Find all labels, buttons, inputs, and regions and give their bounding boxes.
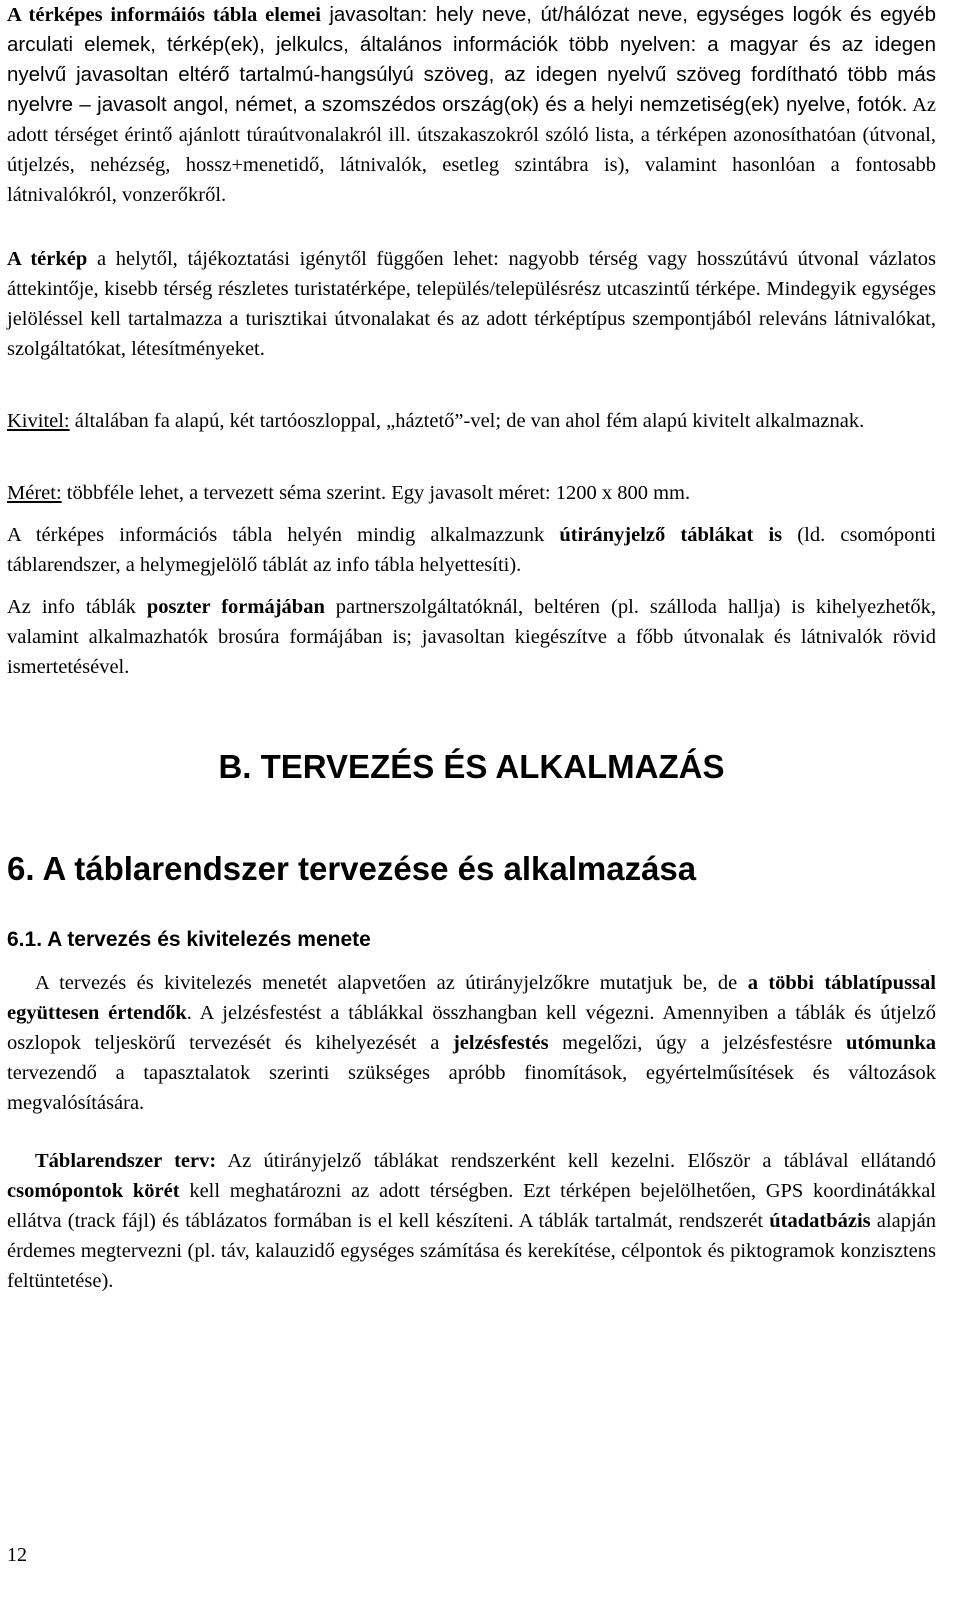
- paragraph-text: kell meghatározni az adott térségben. Ezt térképen bejelölhetően, GPS koordinátákkal ellátva (track fájl) és táblázatos formában is el kell készíteni. A táblák tartalmát, rendszerét: [7, 1180, 937, 1232]
- paragraph-text: alapján érdemes megtervezni (pl. táv, kalauzidő egységes számítása és kerekítése, célpontok és piktogramok konzisztens feltüntetése).: [7, 1210, 936, 1292]
- paragraph-process: [7, 968, 936, 1118]
- paragraph-text: (ld. csomóponti táblarendszer, a helymegjelölő táblát az info tábla helyettesíti).: [7, 524, 937, 576]
- bold-text: útadatbázis: [769, 1210, 871, 1232]
- section-heading-b: B. TERVEZÉS ÉS ALKALMAZÁS: [218, 748, 725, 785]
- paragraph-poster: [7, 592, 936, 682]
- bold-text: jelzésfestés: [452, 1032, 549, 1054]
- paragraph-text: általában fa alapú, két tartóoszloppal, „háztető”-vel; de van ahol fém alapú kivitelt alkalmaznak.: [69, 410, 865, 432]
- bold-lead: Táblarendszer terv:: [35, 1150, 217, 1172]
- bold-text: csomópontok körét: [7, 1180, 180, 1202]
- bold-lead: A térképes informáiós tábla elemei: [7, 4, 321, 26]
- paragraph-direction-signs: [7, 520, 936, 580]
- paragraph-text: a helytől, tájékoztatási igénytől függően lehet: nagyobb térség vagy hosszútávú útvonal vázlatos áttekintője, kisebb térség részletes turistatérképe, település/településrész utcaszintű térképe. Mindegyik egységes jelöléssel kell tartalmazza a turisztikai útvonalakat és az adott térképtípus szempontjából releváns látnivalókat, szolgáltatókat, létesítményeket.: [7, 248, 936, 360]
- paragraph-text: tervezendő a tapasztalatok szerinti szükséges apróbb finomítások, egyértelműsítések és változások megvalósítására.: [7, 1062, 936, 1114]
- bold-lead: A térkép: [7, 248, 88, 270]
- bold-text: a többi táblatípussal együttesen értendők: [7, 972, 936, 1024]
- underlined-lead: Kivitel:: [7, 410, 70, 432]
- paragraph-info-board-elements: [7, 0, 936, 210]
- paragraph-text: javasoltan: hely neve, út/hálózat neve, egységes logók és egyéb arculati elemek, térkép(ek), jelkulcs, általános információk több nyelven: a magyar és az idegen nyelvű javasoltan eltérő tartalmú-hangsúlyú szöveg, az idegen nyelvű szöveg fordítható több más nyelvre – javasolt angol, német, a szomszédos ország(ok) és a helyi nemzetiség(ek) nyelve, fotók.: [7, 3, 936, 116]
- bold-text: poszter formájában: [146, 596, 325, 618]
- paragraph-text: . A jelzésfestést a táblákkal összhangban kell végezni. Amennyiben a táblák és útjelző oszlopok teljeskörű tervezését és kihelyezését a: [7, 1002, 937, 1054]
- underlined-lead: Méret:: [7, 482, 62, 504]
- paragraph-text: Az info táblák: [7, 596, 147, 618]
- subchapter-heading: 6.1. A tervezés és kivitelezés menete: [7, 928, 371, 951]
- paragraph-text: többféle lehet, a tervezett séma szerint. Egy javasolt méret: 1200 x 800 mm.: [61, 482, 691, 504]
- paragraph-size: [7, 478, 936, 508]
- paragraph-text: partnerszolgáltatóknál, beltéren (pl. szálloda hallja) is kihelyezhetők, valamint alkalmazhatók brosúra formájában is; javasoltan kiegészítve a főbb útvonalak és látnivalók rövid ismertetésével.: [7, 596, 936, 678]
- paragraph-text: Az adott térséget érintő ajánlott túraútvonalakról ill. útszakaszokról szóló lista, a térképen azonosíthatóan (útvonal, útjelzés, nehézség, hossz+menetidő, látnivalók, esetleg szintábra is), valamint hasonlóan a fontosabb látnivalókról, vonzerőkről.: [7, 94, 937, 206]
- paragraph-text: megelőzi, úgy a jelzésfestésre: [548, 1032, 846, 1054]
- paragraph-execution: [7, 406, 936, 436]
- chapter-heading: 6. A táblarendszer tervezése és alkalmazása: [7, 850, 697, 887]
- paragraph-text: Az útirányjelző táblákat rendszerként kell kezelni. Először a táblával ellátandó: [216, 1150, 937, 1172]
- paragraph-system-plan: [7, 1146, 936, 1296]
- paragraph-map: [7, 244, 936, 364]
- bold-text: útirányjelző táblákat is: [559, 524, 783, 546]
- paragraph-text: A tervezés és kivitelezés menetét alapvetően az útirányjelzőkre mutatjuk be, de: [35, 972, 748, 994]
- page-number: 12: [7, 1544, 27, 1566]
- bold-text: utómunka: [845, 1032, 936, 1054]
- paragraph-text: A térképes információs tábla helyén mindig alkalmazzunk: [7, 524, 560, 546]
